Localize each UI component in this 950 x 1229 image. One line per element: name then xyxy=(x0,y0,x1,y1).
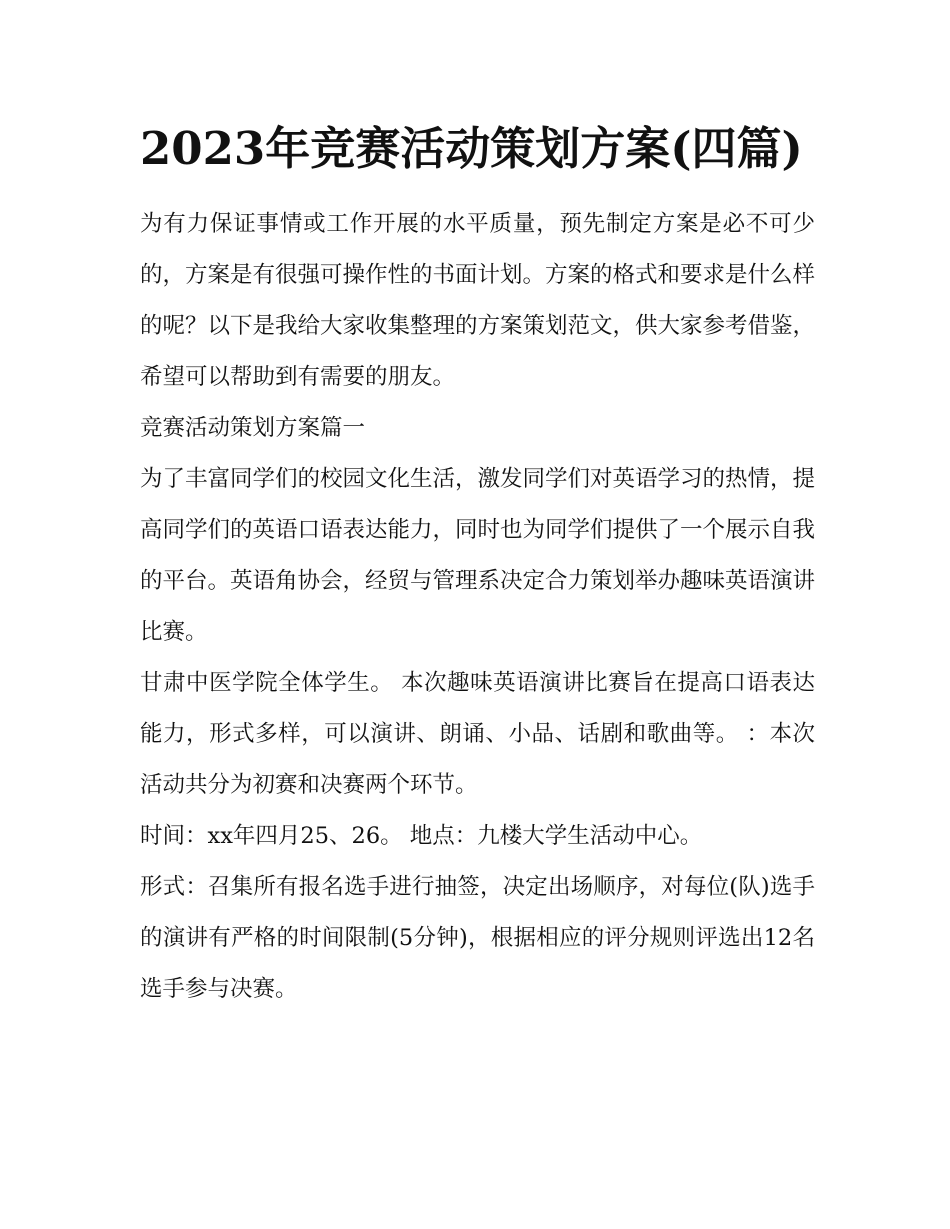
body-paragraph: 甘肃中医学院全体学生。 本次趣味英语演讲比赛旨在提高口语表达能力，形式多样，可以演讲、朗诵、小品、话剧和歌曲等。 ：本次活动共分为初赛和决赛两个环节。 xyxy=(140,670,815,798)
format-paragraph: 形式：召集所有报名选手进行抽签，决定出场顺序，对每位(队)选手的演讲有严格的时间限制(5分钟)，根据相应的评分规则评选出12名选手参与决赛。 xyxy=(140,874,815,1002)
time-location-paragraph: 时间：xx年四月25、26。 地点：九楼大学生活动中心。 xyxy=(140,823,703,849)
section-heading: 竞赛活动策划方案篇一 xyxy=(140,415,366,441)
body-paragraph: 为了丰富同学们的校园文化生活，激发同学们对英语学习的热情，提高同学们的英语口语表达能力，同时也为同学们提供了一个展示自我的平台。英语角协会，经贸与管理系决定合力策划举办趣味英语演讲比赛。 xyxy=(140,466,816,645)
document-title: 2023年竞赛活动策划方案(四篇) xyxy=(140,122,803,175)
document-body xyxy=(140,114,815,1015)
intro-paragraph: 为有力保证事情或工作开展的水平质量，预先制定方案是必不可少的，方案是有很强可操作性的书面计划。方案的格式和要求是什么样的呢？以下是我给大家收集整理的方案策划范文，供大家参考借鉴，希望可以帮助到有需要的朋友。 xyxy=(140,211,816,390)
